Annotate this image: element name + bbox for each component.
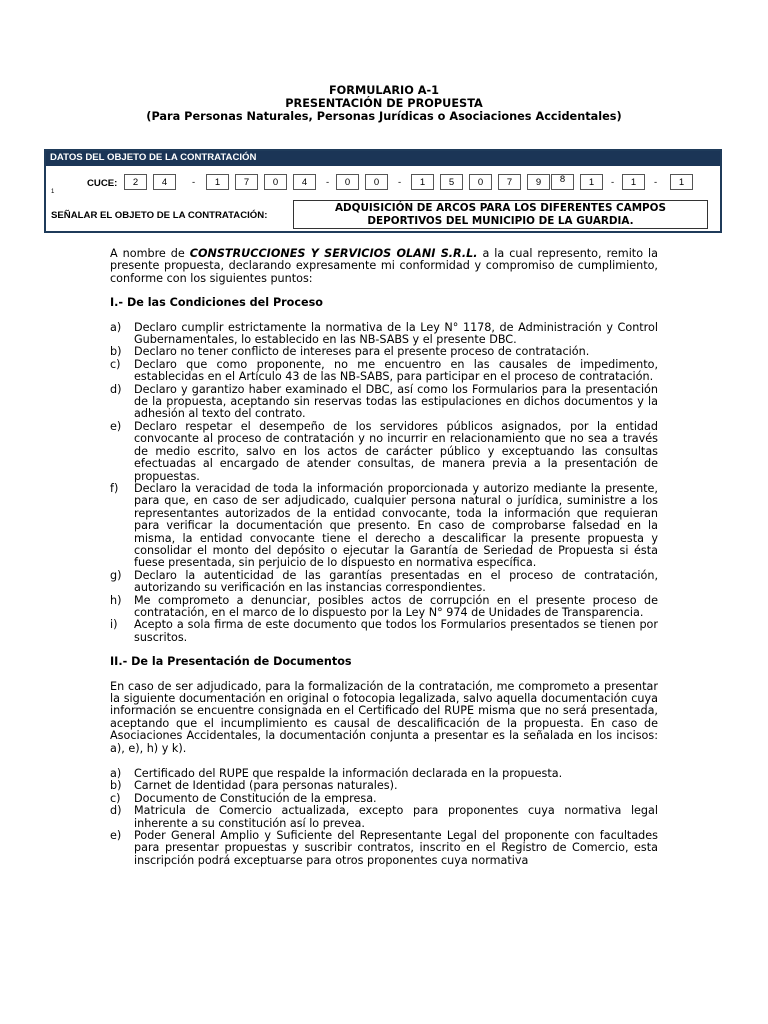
cuce-cell: 4 [293,174,316,190]
intro-suffix: a la cual represento, remito la presente propuesta, declarando expresamente mi conformidad y compromiso de cumplimiento, conforme con los siguientes puntos: [110,247,658,285]
item-letter: a) [110,320,122,334]
cuce-cell: 1 [206,174,229,190]
cuce-dash: - [611,177,615,188]
cuce-cell: 1 [670,174,693,190]
item-text: Declaro que como proponente, no me encuentro en las causales de impedimento, establecidas en el Artículo 43 de las NB-SABS, para participar en el proceso de contratación. [134,357,658,384]
list-item [110,421,658,483]
cuce-label: CUCE: [87,178,118,189]
item-text: Certificado del RUPE que respalde la información declarada en la propuesta. [134,767,563,781]
cuce-cell: 1 [580,174,603,190]
cuce-cell: 4 [153,174,176,190]
item-text: Declaro la veracidad de toda la información proporcionada y autorizo mediante la presente, para que, en caso de ser adjudicado, cualquier persona natural o jurídica, suministre a los representantes autorizados de la entidad convocante, toda la información que requieran para verificar la documentación que presento. En caso de comprobarse falsedad en la misma, la entidad convocante tiene el derecho a descalificar la presente propuesta y consolidar el monto del depósito o ejecutar la Garantía de Seriedad de Propuesta si ésta fuese presentada, sin perjuicio de lo dispuesto en normativa específica. [134,481,658,570]
cuce-cell: 0 [365,174,388,190]
item-text: Declaro no tener conflicto de intereses para el presente proceso de contratación. [134,345,590,359]
item-letter: h) [110,593,122,607]
cuce-dash: - [398,177,402,188]
objeto-label: SEÑALAR EL OBJETO DE LA CONTRATACIÓN: [51,210,268,221]
item-letter: f) [110,481,119,495]
contract-object-box [44,149,722,233]
list-item [110,384,658,421]
item-letter: b) [110,779,122,793]
item-text: Poder General Amplio y Suficiente del Representante Legal del proponente con facultades para presentar propuestas y suscribir contratos, inscrito en el Registro de Comercio, esta inscripción podrá exceptuarse para otros proponentes cuya normativa [134,829,658,867]
cuce-cell: 7 [235,174,258,190]
item-text: Matricula de Comercio actualizada, excepto para proponentes cuya normativa legal inherente a su constitución así lo prevea. [134,804,658,830]
cuce-dash: - [326,177,330,188]
list-item [110,805,658,830]
item-text: Me comprometo a denunciar, posibles actos de corrupción en el presente proceso de contratación, en el marco de lo dispuesto por la Ley N° 974 de Unidades de Transparencia. [134,593,658,619]
item-text: Acepto a sola firma de este documento que todos los Formularios presentados se tienen por suscritos. [134,618,658,644]
cuce-cell: 0 [469,174,492,190]
box-heading: DATOS DEL OBJETO DE LA CONTRATACIÓN [46,151,720,166]
list-item [110,619,658,644]
list-item [110,830,658,867]
section-1-title: I.- De las Condiciones del Proceso [110,296,323,310]
cuce-cell: 1 [622,174,645,190]
cuce-cell: 2 [124,174,147,190]
cuce-cell: 5 [440,174,463,190]
list-item [110,570,658,595]
tiny-mark: 1 [51,189,55,195]
item-text: Carnet de Identidad (para personas naturales). [134,779,398,793]
item-text: Documento de Constitución de la empresa. [134,791,377,805]
document-body [110,248,658,867]
intro-paragraph [110,248,658,285]
objeto-line-2: DEPORTIVOS DEL MUNICIPIO DE LA GUARDIA. [367,215,634,227]
cuce-cell: 0 [336,174,359,190]
item-letter: d) [110,382,122,396]
item-letter: a) [110,767,122,781]
form-code: FORMULARIO A-1 [328,84,440,97]
item-letter: d) [110,804,122,818]
intro-prefix: A nombre de [110,247,190,260]
item-letter: c) [110,791,121,805]
objeto-value [293,200,708,229]
list-item [110,595,658,620]
cuce-dash: - [654,177,658,188]
item-letter: e) [110,419,122,433]
section-2-paragraph: En caso de ser adjudicado, para la formalización de la contratación, me comprometo a presentar la siguiente documentación en original o fotocopia legalizada, salvo aquella documentación cuya información se encuentre consignada en el Certificado del RUPE misma que no será presentada, aceptando que el incumplimiento es causal de descalificación de la propuesta. En caso de Asociaciones Accidentales, la documentación conjunta a presentar es la señalada en los incisos: a), e), h) y k). [110,679,658,755]
item-letter: i) [110,618,118,632]
cuce-cell: 0 [264,174,287,190]
form-title: PRESENTACIÓN DE PROPUESTA [285,97,483,110]
item-text: Declaro la autenticidad de las garantías presentadas en el proceso de contratación, autorizando su verificación en las instancias correspondientes. [134,568,658,595]
item-text: Declaro cumplir estrictamente la normativa de la Ley N° 1178, de Administración y Control Gubernamentales, lo establecido en las NB-SABS y el presente DBC. [134,320,658,347]
list-item [110,359,658,384]
cuce-cell: 8 [551,174,574,190]
item-letter: b) [110,345,122,359]
cuce-cell: 9 [527,174,550,190]
section-2-list [110,768,658,867]
cuce-cell: 7 [498,174,521,190]
item-text: Declaro y garantizo haber examinado el DBC, así como los Formularios para la presentación de la propuesta, aceptando sin reservas todas las estipulaciones en dichos documentos y la adhesión al texto del contrato. [134,382,658,421]
cuce-cell: 1 [411,174,434,190]
item-letter: g) [110,568,122,582]
section-1-list [110,322,658,645]
item-letter: e) [110,829,122,843]
company-name: CONSTRUCCIONES Y SERVICIOS OLANI S.R.L. [189,247,478,260]
list-item [110,322,658,347]
item-text: Declaro respetar el desempeño de los servidores públicos asignados, por la entidad convocante al proceso de contratación y no incurrir en relacionamiento que no sea a través de medio escrito, salvo en los actos de carácter público y exceptuando las consultas efectuadas al encargado de atender consultas, de manera previa a la presentación de propuestas. [134,419,658,483]
item-letter: c) [110,357,121,371]
list-item [110,483,658,570]
objeto-line-1: ADQUISICIÓN DE ARCOS PARA LOS DIFERENTES CAMPOS [335,202,666,214]
cuce-dash: - [192,177,196,188]
section-2-title: II.- De la Presentación de Documentos [110,655,352,669]
form-subtitle: (Para Personas Naturales, Personas Jurídicas o Asociaciones Accidentales) [146,110,622,123]
